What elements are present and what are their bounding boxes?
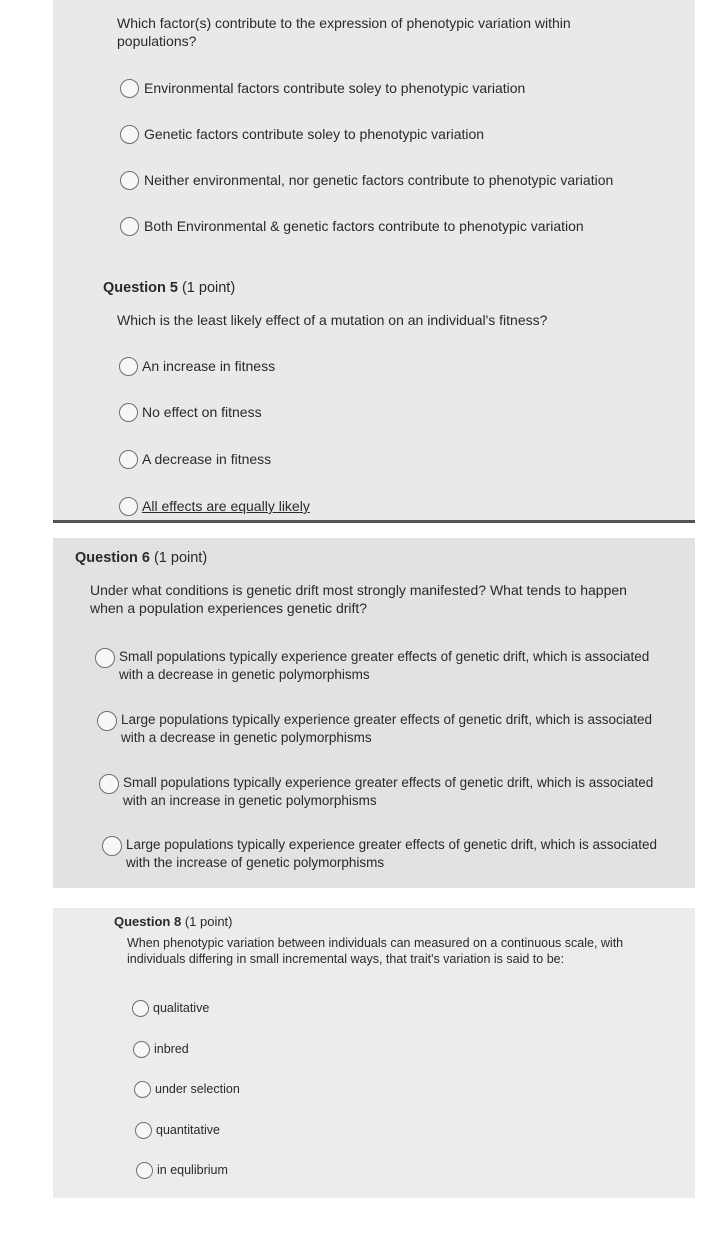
question-5-prompt: Which is the least likely effect of a mutation on an individual's fitness? xyxy=(117,312,548,328)
question-8-prompt: When phenotypic variation between individuals can measured on a continuous scale, with individuals differing in small incremental ways, that trait's variation is said to be: xyxy=(127,936,624,966)
option-label: Large populations typically experience greater effects of genetic drift, which is associated with a decrease in genetic polymorphisms xyxy=(121,712,653,745)
question-6-option-1[interactable] xyxy=(95,648,665,684)
question-6-option-3[interactable] xyxy=(99,774,669,810)
radio-button[interactable] xyxy=(119,357,138,376)
radio-button[interactable] xyxy=(119,497,138,516)
question-8-heading xyxy=(114,914,233,929)
question-8-option-5[interactable] xyxy=(136,1162,228,1179)
quiz-panel-top xyxy=(53,0,695,523)
question-points: (1 point) xyxy=(184,914,233,929)
question-8-option-2[interactable] xyxy=(133,1041,189,1058)
radio-button[interactable] xyxy=(99,774,119,794)
option-label: Neither environmental, nor genetic factors contribute to phenotypic variation xyxy=(144,172,614,188)
option-label: All effects are equally likely xyxy=(142,498,310,514)
radio-button[interactable] xyxy=(133,1041,150,1058)
question-5-option-4[interactable] xyxy=(119,497,310,516)
radio-button[interactable] xyxy=(95,648,115,668)
radio-button[interactable] xyxy=(135,1122,152,1139)
option-label: No effect on fitness xyxy=(142,404,262,420)
question-points: (1 point) xyxy=(153,550,208,566)
question-points: (1 point) xyxy=(181,280,236,296)
question-8-option-4[interactable] xyxy=(135,1122,220,1139)
question-4-option-2[interactable] xyxy=(120,125,484,144)
question-title: Question 6 xyxy=(75,550,150,566)
radio-button[interactable] xyxy=(132,1000,149,1017)
question-title: Question 5 xyxy=(103,280,178,296)
option-label: Both Environmental & genetic factors contribute to phenotypic variation xyxy=(144,218,584,234)
option-label: Genetic factors contribute soley to phenotypic variation xyxy=(144,126,485,142)
option-label: Small populations typically experience greater effects of genetic drift, which is associated with a decrease in genetic polymorphisms xyxy=(119,649,650,682)
question-6-option-2[interactable] xyxy=(97,711,667,747)
option-label: quantitative xyxy=(156,1123,220,1137)
question-5-heading xyxy=(103,280,235,296)
question-4-option-3[interactable] xyxy=(120,171,613,190)
radio-button[interactable] xyxy=(120,171,139,190)
question-8-option-1[interactable] xyxy=(132,1000,209,1017)
quiz-panel-bottom xyxy=(53,908,695,1198)
question-6-option-4[interactable] xyxy=(102,836,672,872)
radio-button[interactable] xyxy=(120,79,139,98)
question-4-option-1[interactable] xyxy=(120,79,525,98)
question-4-option-4[interactable] xyxy=(120,217,584,236)
question-5-option-3[interactable] xyxy=(119,450,271,469)
radio-button[interactable] xyxy=(102,836,122,856)
radio-button[interactable] xyxy=(120,217,139,236)
radio-button[interactable] xyxy=(97,711,117,731)
question-4-prompt: Which factor(s) contribute to the expression of phenotypic variation within populations? xyxy=(117,15,571,49)
question-6-prompt: Under what conditions is genetic drift most strongly manifested? What tends to happen when a population experiences genetic drift? xyxy=(90,582,627,616)
option-label: Small populations typically experience greater effects of genetic drift, which is associated with an increase in genetic polymorphisms xyxy=(123,775,654,808)
radio-button[interactable] xyxy=(119,403,138,422)
option-label: Environmental factors contribute soley to phenotypic variation xyxy=(144,80,526,96)
option-label: in equlibrium xyxy=(157,1163,228,1177)
option-label: Large populations typically experience greater effects of genetic drift, which is associated with the increase of genetic polymorphisms xyxy=(126,837,658,870)
radio-button[interactable] xyxy=(120,125,139,144)
question-8-option-3[interactable] xyxy=(134,1081,240,1098)
question-5-option-2[interactable] xyxy=(119,403,262,422)
option-label: inbred xyxy=(154,1042,189,1056)
radio-button[interactable] xyxy=(136,1162,153,1179)
radio-button[interactable] xyxy=(119,450,138,469)
quiz-panel-middle xyxy=(53,538,695,888)
radio-button[interactable] xyxy=(134,1081,151,1098)
option-label: A decrease in fitness xyxy=(142,451,272,467)
option-label: qualitative xyxy=(153,1001,210,1015)
question-title: Question 8 xyxy=(114,914,182,929)
question-6-heading xyxy=(75,550,207,566)
option-label: under selection xyxy=(155,1082,240,1096)
question-5-option-1[interactable] xyxy=(119,357,275,376)
option-label: An increase in fitness xyxy=(142,358,276,374)
